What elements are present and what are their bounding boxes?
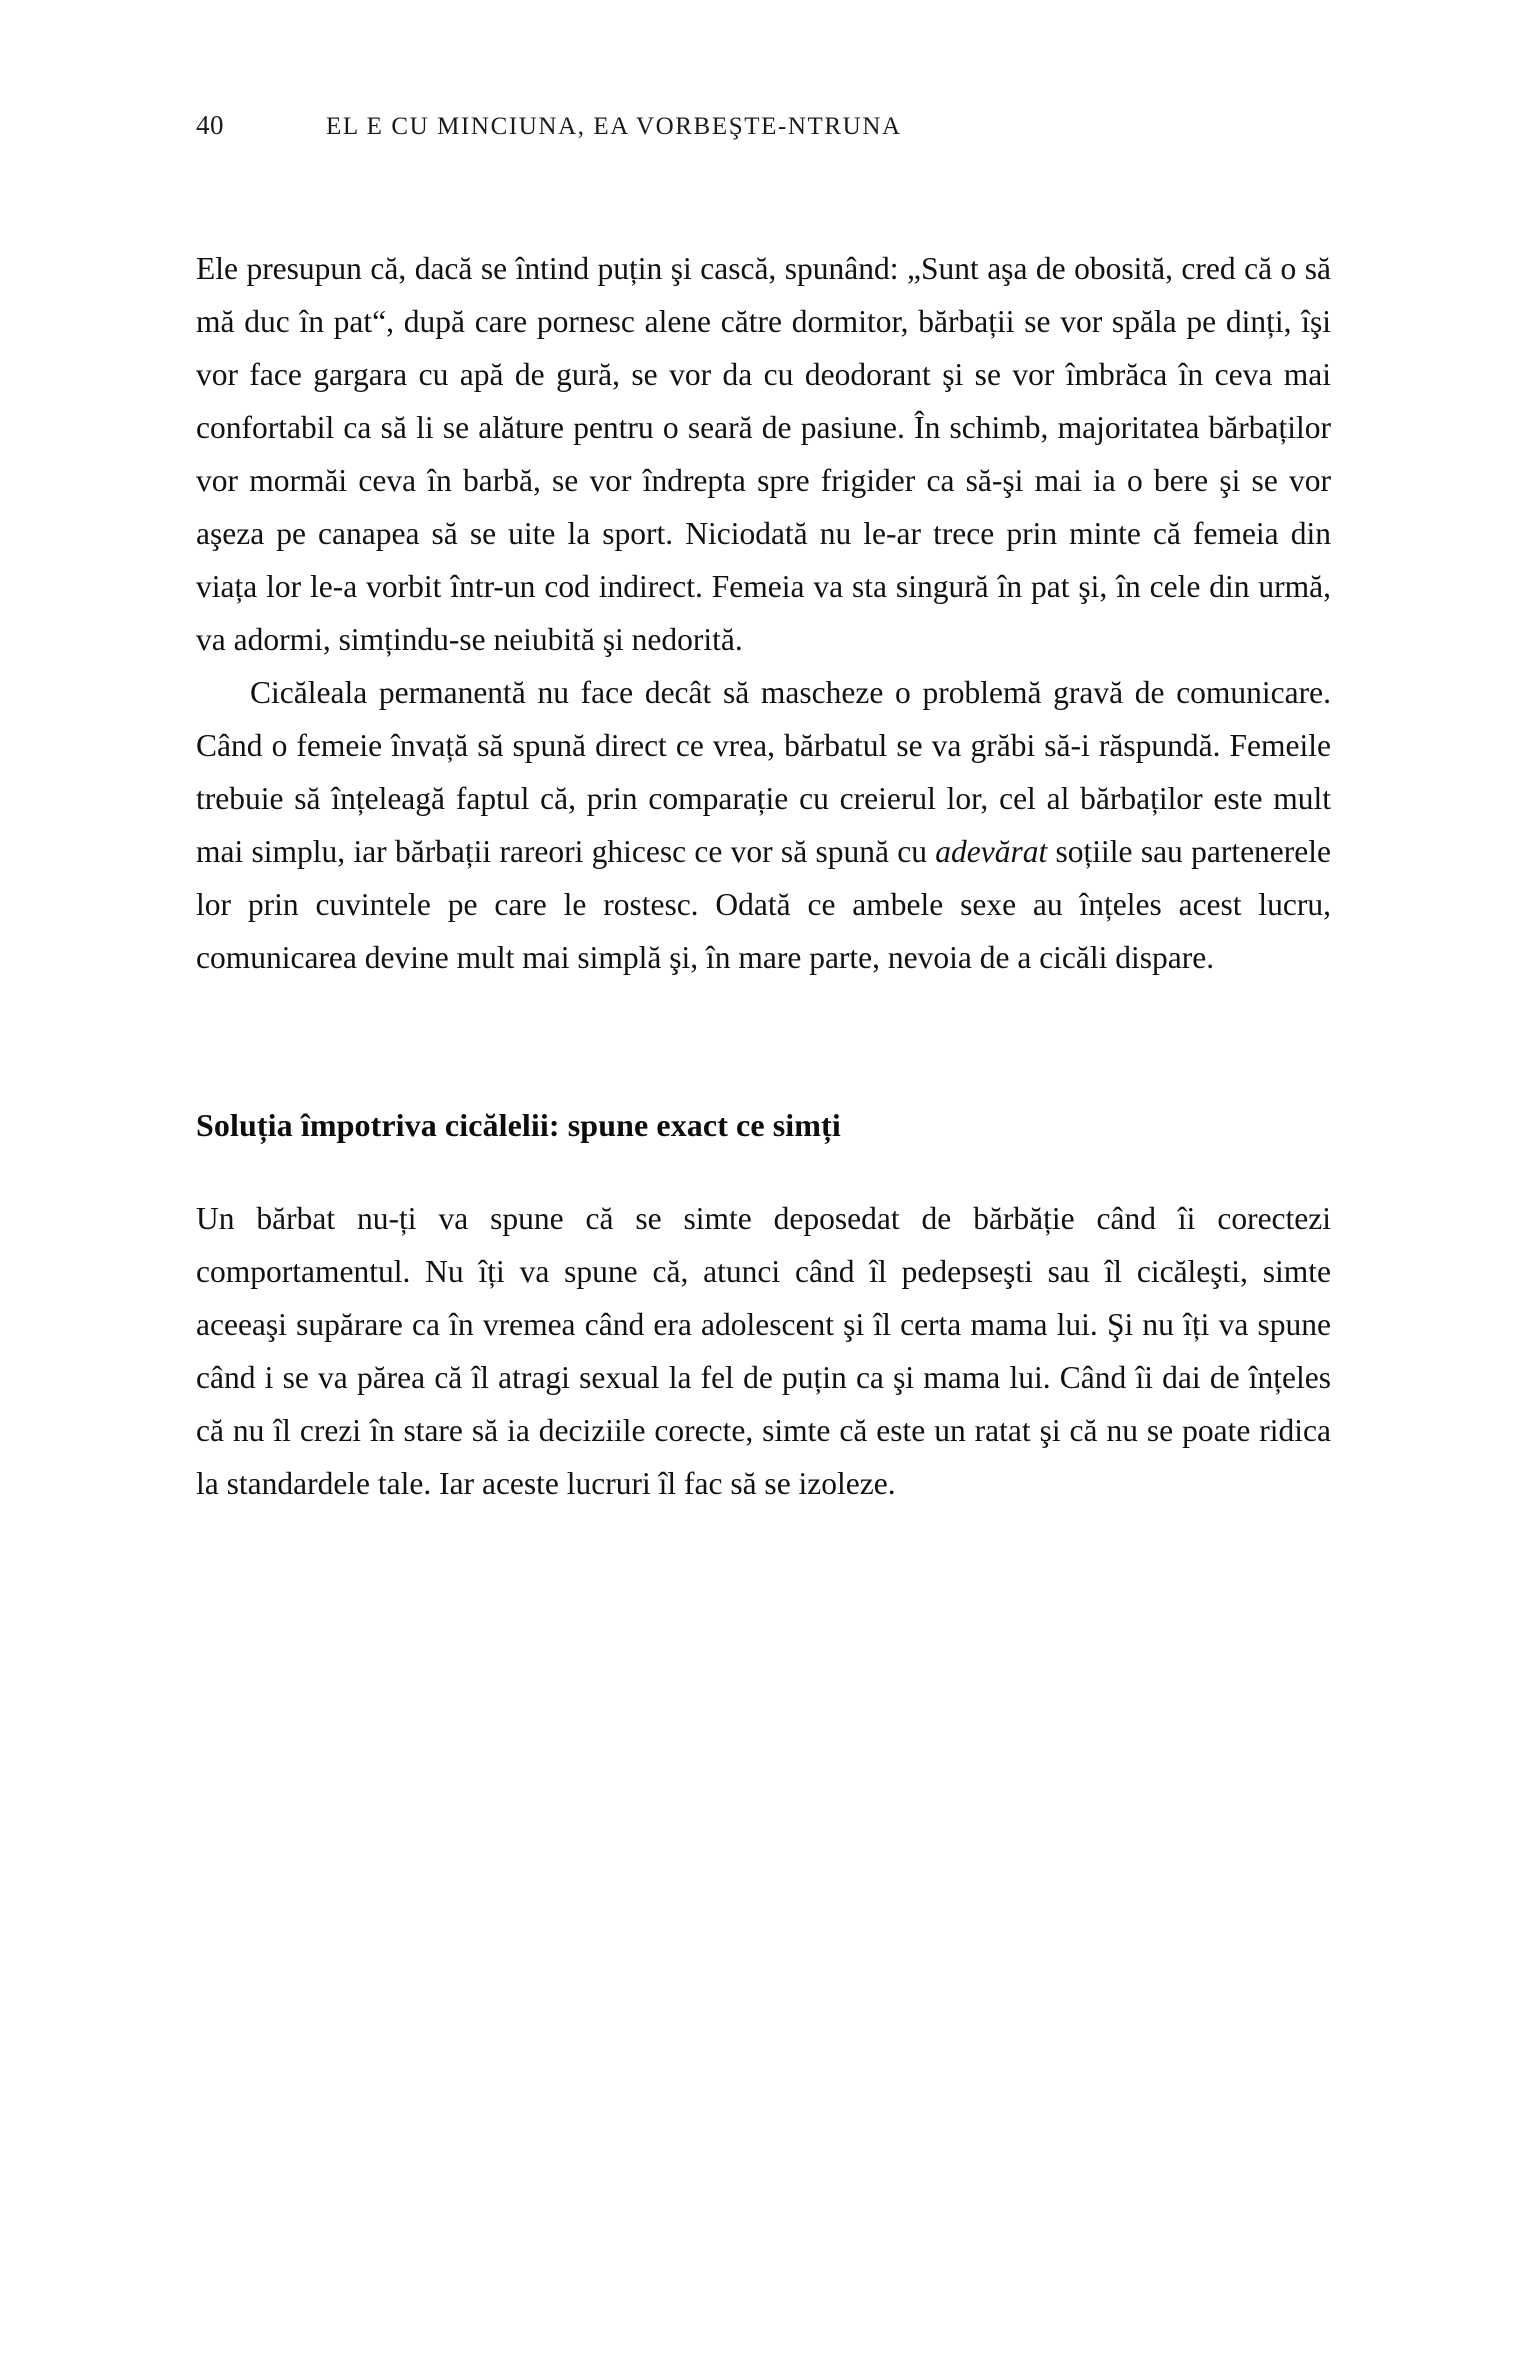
page-number: 40 — [196, 110, 224, 140]
paragraph-2 — [196, 666, 1331, 984]
paragraph-2-part-a: Cicăleala permanentă nu face decât să mascheze o problemă gravă de comunicare. Când o femeie învață să spună direct ce vrea, bărbatul se va grăbi să-i răspundă. Femeile trebuie să înțeleagă faptul că, prin comparație cu creierul lor, cel al bărbaților este mult mai simplu, iar bărbații rareori ghicesc ce vor să spună cu — [196, 675, 1331, 869]
paragraph-3: Un bărbat nu-ți va spune că se simte deposedat de bărbăție când îi corectezi comportamentul. Nu îți va spune că, atunci când îl pedepseşti sau îl cicăleşti, simte aceeaşi supărare ca în vremea când era adolescent şi îl certa mama lui. Şi nu îți va spune când i se va părea că îl atragi sexual la fel de puțin ca şi mama lui. Când îi dai de înțeles că nu îl crezi în stare să ia deciziile corecte, simte că este un ratat şi că nu se poate ridica la standardele tale. Iar aceste lucruri îl fac să se izoleze. — [196, 1201, 1331, 1501]
running-head — [196, 110, 1331, 150]
running-head-title: EL E CU MINCIUNA, EA VORBEŞTE-NTRUNA — [326, 113, 902, 140]
page-content — [196, 110, 1331, 1510]
paragraph-1: Ele presupun că, dacă se întind puțin şi cască, spunând: „Sunt aşa de obosită, cred că o să mă duc în pat“, după care pornesc alene către dormitor, bărbații se vor spăla pe dinți, îşi vor face gargara cu apă de gură, se vor da cu deodorant şi se vor îmbrăca în ceva mai confortabil ca să li se alăture pentru o seară de pasiune. În schimb, majoritatea bărbaților vor mormăi ceva în barbă, se vor îndrepta spre frigider ca să-şi mai ia o bere şi se vor aşeza pe canapea să se uite la sport. Niciodată nu le-ar trece prin minte că femeia din viața lor le-a vorbit într-un cod indirect. Femeia va sta singură în pat şi, în cele din urmă, va adormi, simțindu-se neiubită şi nedorită. — [196, 251, 1331, 657]
paragraph-2-emphasis: adevărat — [935, 834, 1048, 869]
section-heading: Soluția împotriva cicălelii: spune exact ce simți — [196, 1107, 841, 1143]
paragraph-2-part-b: soțiile sau partenerele lor prin cuvintele pe care le rostesc. Odată ce ambele sexe au înțeles acest lucru, comunicarea devine mult mai simplă şi, în mare parte, nevoia de a cicăli dispare. — [196, 834, 1331, 975]
